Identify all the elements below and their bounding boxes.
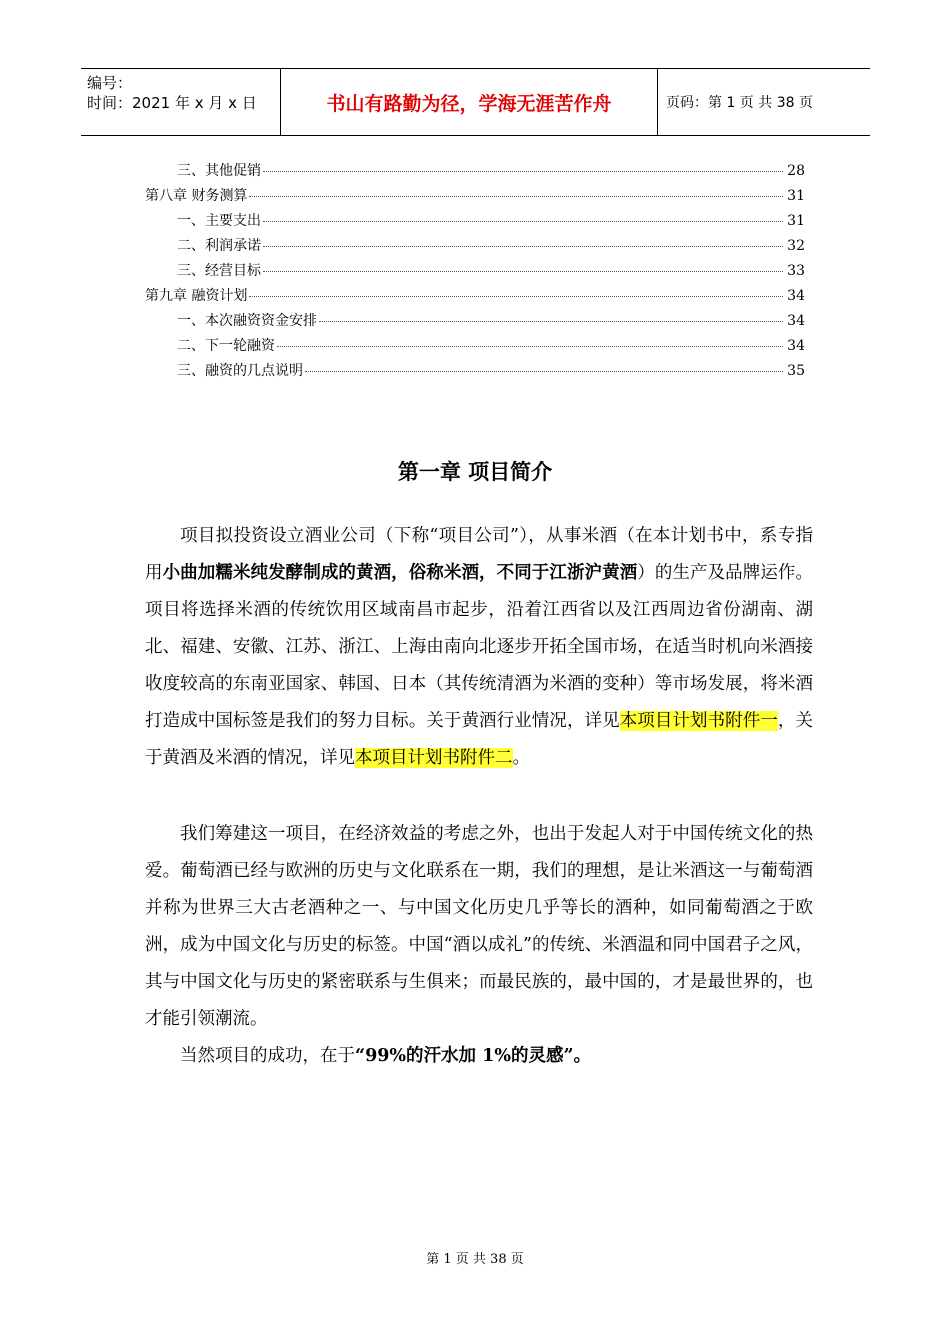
intro-text-c: ）的生产及品牌运作。项目将选择米酒的传统饮用区域南昌市起步，沿着江西省以及江西周边省份湖南、湖北、福建、安徽、江苏、浙江、上海由南向北逐步开拓全国市场，在适当时机向米酒接收度较高的东南亚国家、韩国、日本（其传统清酒为米酒的变种）等市场发展，将米酒打造成中国标签是我们的努力目标。关于黄酒行业情况，详见 — [145, 563, 814, 731]
toc-entry-page: 35 — [787, 363, 805, 379]
toc-entry-label: 一、本次融资资金安排 — [177, 313, 317, 329]
intro-text-a: 项目拟投资设立酒业公司（下称“项目公司”），从事米酒（在本计划书中，系专指用 — [145, 526, 813, 583]
header-motto: 书山有路勤为径，学海无涯苦作舟 — [281, 69, 658, 135]
toc-entry-label: 一、主要支出 — [177, 213, 261, 229]
intro-text-e: ，关于黄酒及米酒的情况，详见 — [145, 711, 814, 768]
toc-dot-leader — [263, 171, 783, 172]
toc-entry-page: 34 — [787, 288, 805, 304]
toc-entry-page: 31 — [787, 213, 805, 229]
intro-bold-definition: 小曲加糯米纯发酵制成的黄酒，俗称米酒，不同于江浙沪黄酒 — [162, 563, 638, 583]
toc-entry-label: 三、融资的几点说明 — [177, 363, 303, 379]
toc-dot-leader — [249, 296, 783, 297]
paragraph-intro — [145, 518, 813, 777]
toc-entry[interactable] — [145, 285, 805, 310]
appendix-two-highlight: 本项目计划书附件二 — [355, 748, 513, 768]
toc-entry-label: 第九章 融资计划 — [145, 288, 248, 304]
page-footer: 第 1 页 共 38 页 — [426, 1252, 524, 1267]
toc-entry[interactable] — [145, 160, 805, 185]
chapter-title: 第一章 项目简介 — [397, 460, 553, 484]
toc-dot-leader — [305, 371, 783, 372]
success-bold-quote: “99%的汗水加 1%的灵感”。 — [355, 1046, 592, 1066]
table-of-contents — [145, 160, 805, 385]
toc-entry-label: 三、经营目标 — [177, 263, 261, 279]
toc-entry[interactable] — [145, 235, 805, 260]
appendix-one-highlight: 本项目计划书附件一 — [619, 711, 778, 731]
toc-entry-label: 三、其他促销 — [177, 163, 261, 179]
toc-entry-page: 34 — [787, 313, 805, 329]
header-left-cell — [81, 69, 281, 135]
time-label: 时间：2021 年 x 月 x 日 — [87, 94, 257, 112]
toc-entry-page: 31 — [787, 188, 805, 204]
number-label: 编号： — [87, 74, 133, 92]
toc-entry-label: 二、下一轮融资 — [177, 338, 275, 354]
toc-dot-leader — [263, 246, 783, 247]
toc-dot-leader — [277, 346, 783, 347]
intro-text-g: 。 — [512, 748, 530, 768]
toc-entry-label: 第八章 财务测算 — [145, 188, 248, 204]
toc-entry-page: 34 — [787, 338, 805, 354]
toc-entry[interactable] — [145, 360, 805, 385]
toc-entry[interactable] — [145, 185, 805, 210]
toc-dot-leader — [319, 321, 783, 322]
toc-entry[interactable] — [145, 260, 805, 285]
header-page-info: 页码：第 1 页 共 38 页 — [666, 95, 813, 111]
vision-text: 我们筹建这一项目，在经济效益的考虑之外，也出于发起人对于中国传统文化的热爱。葡萄酒已经与欧洲的历史与文化联系在一期，我们的理想，是让米酒这一与葡萄酒并称为世界三大古老酒种之一、与中国文化历史几乎等长的酒种，如同葡萄酒之于欧洲，成为中国文化与历史的标签。中国“酒以成礼”的传统、米酒温和同中国君子之风，其与中国文化与历史的紧密联系与生俱来；而最民族的，最中国的，才是最世界的，也才能引领潮流。 — [145, 824, 813, 1029]
toc-dot-leader — [263, 221, 783, 222]
toc-dot-leader — [249, 196, 783, 197]
page-header-table — [81, 68, 870, 136]
toc-dot-leader — [263, 271, 783, 272]
toc-entry-label: 二、利润承诺 — [177, 238, 261, 254]
toc-entry[interactable] — [145, 210, 805, 235]
toc-entry-page: 32 — [787, 238, 805, 254]
toc-entry[interactable] — [145, 335, 805, 360]
toc-entry-page: 33 — [787, 263, 805, 279]
toc-entry-page: 28 — [787, 163, 805, 179]
paragraph-success — [145, 1038, 813, 1075]
toc-entry[interactable] — [145, 310, 805, 335]
paragraph-vision — [145, 816, 813, 1038]
success-text-a: 当然项目的成功，在于 — [180, 1046, 355, 1066]
